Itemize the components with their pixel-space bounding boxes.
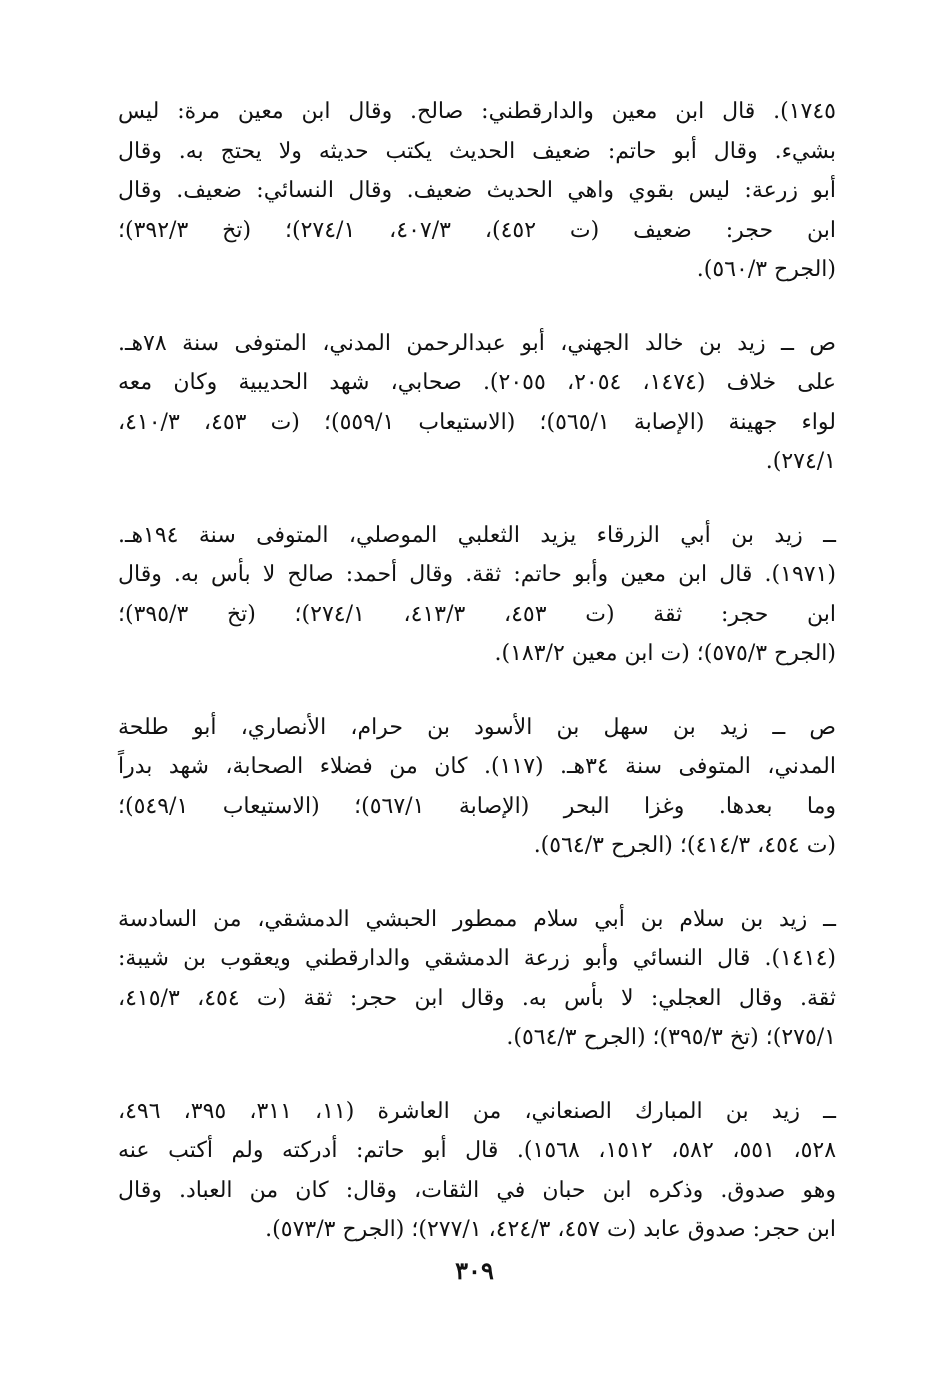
text-line: ٥٢٨، ٥٥١، ٥٨٢، ١٥١٢، ١٥٦٨). قال أبو حاتم: أدركته ولم أكتب عنه [118,1138,837,1163]
text-line: على خلاف (١٤٧٤، ٢٠٥٤، ٢٠٥٥). صحابي، شهد الحديبية وكان معه [118,370,837,395]
text-line: ابن حجر: ضعيف (ت ٤٥٢)، ٤٠٧/٣، ٢٧٤/١)؛ (تخ ٣٩٢/٣)؛ [118,217,836,243]
text-line: ابن حجر: صدوق عابد (ت ٤٥٧، ٤٢٤/٣، ٢٧٧/١)؛ (الجرح ٥٧٣/٣). [265,1217,836,1242]
text-line: ــ زيد بن المبارك الصنعاني، من العاشرة (١١، ٣١١، ٣٩٥، ٤٩٦، [118,1098,837,1124]
text-line: ص ــ زيد بن خالد الجهني، أبو عبدالرحمن المدني، المتوفى سنة ٧٨هـ. [118,330,836,356]
text-line: ابن حجر: ثقة (ت ٤٥٣، ٤١٣/٣، ٢٧٤/١)؛ (تخ ٣٩٥/٣)؛ [118,601,836,627]
text-line: (ت ٤٥٤، ٤١٤/٣)؛ (الجرح ٥٦٤/٣). [533,833,836,858]
text-line: ٢٧٤/١). [765,449,836,474]
text-line: المدني، المتوفى سنة ٣٤هـ. (١١٧). كان من فضلاء الصحابة، شهد بدراً [118,754,836,779]
entry-zayd-ibn-khalid [118,324,836,482]
text-line: أبو زرعة: ليس بقوي واهي الحديث ضعيف. وقال النسائي: ضعيف. وقال [118,178,836,203]
text-line: ٢٧٥/١)؛ (تخ ٣٩٥/٣)؛ (الجرح ٥٦٤/٣). [506,1025,836,1050]
text-line: ص ــ زيد بن سهل بن الأسود بن حرام، الأنصاري، أبو طلحة [118,714,836,740]
text-line: (١٩٧١). قال ابن معين وأبو حاتم: ثقة. وقال أحمد: صالح لا بأس به. وقال [118,562,836,587]
entry-1 [118,92,836,290]
text-line: وهو صدوق. وذكره ابن حبان في الثقات، وقال: كان من العباد. وقال [118,1177,836,1203]
text-line: (الجرح ٥٧٥/٣)؛ (ت ابن معين ١٨٣/٢). [494,641,836,666]
page-number: ٣٠٩ [455,1256,494,1285]
text-line: وما بعدها. وغزا البحر (الإصابة ٥٦٧/١)؛ (الاستيعاب ٥٤٩/١)؛ [118,793,836,819]
text-line: ثقة. وقال العجلي: لا بأس به. وقال ابن حجر: ثقة (ت ٤٥٤، ٤١٥/٣، [118,985,836,1011]
entry-zayd-ibn-abi-alzarqa [118,516,836,674]
text-line: ١٧٤٥). قال ابن معين والدارقطني: صالح. وقال ابن معين مرة: ليس [118,99,836,124]
entry-zayd-ibn-sahl [118,708,836,866]
text-line: (الجرح ٥٦٠/٣). [696,257,836,282]
text-line: (١٤١٤). قال النسائي وأبو زرعة الدمشقي والدارقطني ويعقوب بن شيبة: [118,946,836,971]
entry-zayd-ibn-almubarak [118,1092,836,1250]
text-line: لواء جهينة (الإصابة ٥٦٥/١)؛ (الاستيعاب ٥٥٩/١)؛ (ت ٤٥٣، ٤١٠/٣، [118,409,836,435]
entry-zayd-ibn-sallam [118,900,836,1058]
page-body [118,92,836,1284]
text-line: ــ زيد بن أبي الزرقاء يزيد الثعلبي الموصلي، المتوفى سنة ١٩٤هـ. [118,522,836,548]
text-line: بشيء. وقال أبو حاتم: ضعيف الحديث يكتب حديثه ولا يحتج به. وقال [118,138,836,164]
text-line: ــ زيد بن سلام بن أبي سلام ممطور الحبشي الدمشقي، من السادسة [118,906,836,932]
